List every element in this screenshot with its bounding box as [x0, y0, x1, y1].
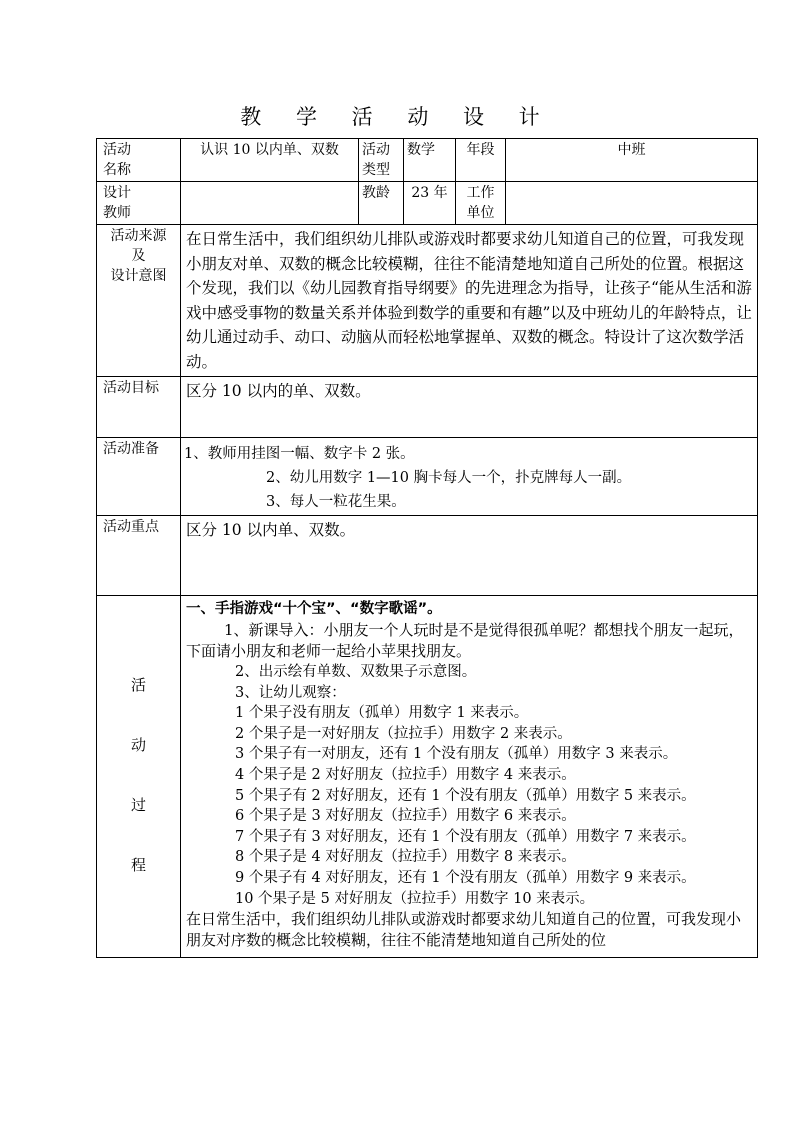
process-heading: 一、手指游戏“十个宝”、“数字歌谣”。 [186, 601, 442, 617]
activity-name-value: 认识 10 以内单、双数 [181, 139, 359, 182]
activity-type-value: 数学 [404, 139, 456, 182]
work-unit-value [506, 182, 758, 225]
prep-item: 2、幼儿用数字 1—10 胸卡每人一个，扑克牌每人一副。 [266, 470, 632, 486]
row-goal [97, 377, 758, 438]
row-focus [97, 516, 758, 596]
label-activity-type: 活动 类型 [359, 139, 404, 182]
grade-value: 中班 [506, 139, 758, 182]
row-prep [97, 438, 758, 516]
page-title: 教 学 活 动 设 计 [240, 105, 554, 129]
process-content [181, 596, 758, 958]
label-process [97, 596, 181, 958]
process-line: 3 个果子有一对朋友，还有 1 个没有朋友（孤单）用数字 3 来表示。 [235, 746, 678, 763]
prep-item: 1、教师用挂图一幅、数字卡 2 张。 [184, 446, 415, 462]
process-line: 10 个果子是 5 对好朋友（拉拉手）用数字 10 来表示。 [235, 890, 595, 907]
row-source [97, 225, 758, 377]
source-intent-text: 在日常生活中，我们组织幼儿排队或游戏时都要求幼儿知道自己的位置，可我发现小朋友对单、双数的概念比较模糊，往往不能清楚地知道自己所处的位置。根据这个发现，我们以《幼儿园教育指导纲要》的先进理念为指导，让孩子“能从生活和游戏中感受事物的数量关系并体验到数学的重要和有趣”以及中班幼儿的年龄特点，让幼儿通过动手、动口、动脑从而轻松地掌握单、双数的概念。特设计了这次数学活动。 [181, 225, 758, 377]
process-line: 9 个果子有 4 对好朋友，还有 1 个没有朋友（孤单）用数字 9 来表示。 [235, 869, 696, 886]
process-line: 7 个果子有 3 对好朋友，还有 1 个没有朋友（孤单）用数字 7 来表示。 [235, 828, 696, 845]
label-teacher: 设计 教师 [97, 182, 181, 225]
process-label-char: 过 [130, 795, 146, 814]
label-goal: 活动目标 [97, 377, 181, 438]
row-process [97, 596, 758, 958]
prep-list [181, 438, 758, 516]
row-activity-name [97, 139, 758, 182]
label-focus: 活动重点 [97, 516, 181, 596]
lesson-plan-table [96, 138, 758, 958]
process-label-char: 活 [130, 675, 146, 694]
goal-text: 区分 10 以内的单、双数。 [181, 377, 758, 438]
process-line: 2 个果子是一对好朋友（拉拉手）用数字 2 来表示。 [235, 725, 572, 742]
teaching-age-value: 23 年 [404, 182, 456, 225]
process-label-char: 程 [130, 855, 146, 874]
process-line: 2、出示绘有单数、双数果子示意图。 [235, 664, 477, 680]
label-prep: 活动准备 [97, 438, 181, 516]
process-line: 8 个果子是 4 对好朋友（拉拉手）用数字 8 来表示。 [235, 849, 576, 866]
process-line: 4 个果子是 2 对好朋友（拉拉手）用数字 4 来表示。 [235, 766, 576, 783]
process-line: 5 个果子有 2 对好朋友，还有 1 个没有朋友（孤单）用数字 5 来表示。 [235, 787, 696, 804]
prep-item: 3、每人一粒花生果。 [266, 494, 406, 510]
process-label-char: 动 [130, 735, 146, 754]
process-line: 6 个果子是 3 对好朋友（拉拉手）用数字 6 来表示。 [235, 808, 576, 825]
label-activity-name: 活动 名称 [97, 139, 181, 182]
process-line: 1 个果子没有朋友（孤单）用数字 1 来表示。 [235, 705, 529, 722]
row-teacher [97, 182, 758, 225]
label-work-unit: 工作 单位 [456, 182, 506, 225]
process-intro: 1、新课导入：小朋友一个人玩时是不是觉得很孤单呢？都想找个朋友一起玩，下面请小朋友和老师一起给小苹果找朋友。 [186, 621, 744, 660]
process-line: 3、让幼儿观察： [235, 684, 346, 701]
label-teaching-age: 教龄 [359, 182, 404, 225]
label-grade: 年段 [456, 139, 506, 182]
teacher-value [181, 182, 359, 225]
label-source-intent: 活动来源 及 设计意图 [97, 225, 181, 377]
process-closing: 在日常生活中，我们组织幼儿排队或游戏时都要求幼儿知道自己的位置，可我发现小朋友对序数的概念比较模糊，往往不能清楚地知道自己所处的位 [186, 910, 742, 950]
focus-text: 区分 10 以内单、双数。 [181, 516, 758, 596]
